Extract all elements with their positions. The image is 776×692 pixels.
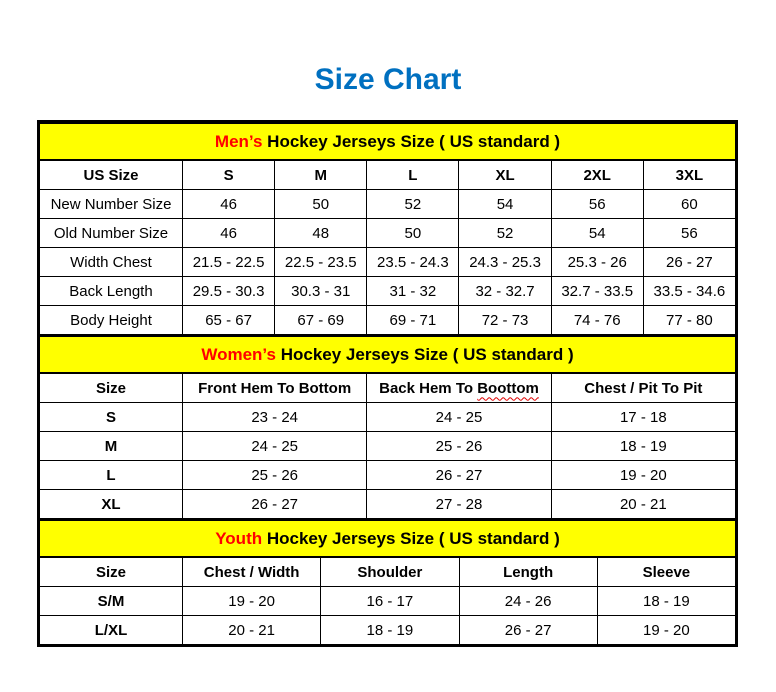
value-cell: 19 - 20 xyxy=(183,587,321,616)
column-header-cell: Chest / Width xyxy=(183,557,321,587)
youth-section-band-row xyxy=(40,520,736,557)
value-cell: 52 xyxy=(459,219,551,248)
value-cell: 32.7 - 33.5 xyxy=(551,277,643,306)
table-row xyxy=(40,432,736,461)
value-cell: 25 - 26 xyxy=(183,461,367,490)
table-row xyxy=(40,306,736,335)
value-cell: 25.3 - 26 xyxy=(551,248,643,277)
row-label-cell: Width Chest xyxy=(40,248,183,277)
value-cell: 29.5 - 30.3 xyxy=(183,277,275,306)
value-cell: 69 - 71 xyxy=(367,306,459,335)
value-cell: 26 - 27 xyxy=(183,490,367,519)
womens-section-band-row xyxy=(40,336,736,373)
column-header-cell: Front Hem To Bottom xyxy=(183,373,367,403)
value-cell: 24.3 - 25.3 xyxy=(459,248,551,277)
value-cell: 54 xyxy=(551,219,643,248)
column-header-cell: XL xyxy=(459,160,551,190)
value-cell: 26 - 27 xyxy=(459,616,597,645)
row-label-cell: Body Height xyxy=(40,306,183,335)
row-label-cell: XL xyxy=(40,490,183,519)
value-cell: 65 - 67 xyxy=(183,306,275,335)
table-row xyxy=(40,616,736,645)
womens-column-header-row xyxy=(40,373,736,403)
column-header-cell: Shoulder xyxy=(321,557,459,587)
value-cell: 20 - 21 xyxy=(183,616,321,645)
value-cell: 48 xyxy=(275,219,367,248)
mens-section-accent: Men’s xyxy=(214,131,263,151)
value-cell: 46 xyxy=(183,219,275,248)
value-cell: 25 - 26 xyxy=(367,432,551,461)
value-cell: 24 - 25 xyxy=(367,403,551,432)
back-hem-label-prefix: Back Hem To xyxy=(379,379,478,397)
column-header-cell: US Size xyxy=(40,160,183,190)
value-cell: 19 - 20 xyxy=(597,616,735,645)
value-cell: 74 - 76 xyxy=(551,306,643,335)
value-cell: 32 - 32.7 xyxy=(459,277,551,306)
page-title: Size Chart xyxy=(314,63,462,96)
column-header-cell: M xyxy=(275,160,367,190)
column-header-cell: Sleeve xyxy=(597,557,735,587)
row-label-cell: Back Length xyxy=(40,277,183,306)
row-label-cell: S xyxy=(40,403,183,432)
table-row xyxy=(40,490,736,519)
table-row xyxy=(40,461,736,490)
youth-size-table xyxy=(39,519,736,645)
youth-section-band xyxy=(40,520,736,557)
table-row xyxy=(40,277,736,306)
value-cell: 46 xyxy=(183,190,275,219)
row-label-cell: L/XL xyxy=(40,616,183,645)
row-label-cell: Old Number Size xyxy=(40,219,183,248)
youth-section-title-rest: Hockey Jerseys Size ( US standard ) xyxy=(262,528,560,548)
womens-section-band xyxy=(40,336,736,373)
size-chart-tables xyxy=(37,120,738,647)
value-cell: 23.5 - 24.3 xyxy=(367,248,459,277)
value-cell: 24 - 26 xyxy=(459,587,597,616)
mens-section-band-row xyxy=(40,123,736,160)
column-header-cell: Size xyxy=(40,373,183,403)
value-cell: 56 xyxy=(551,190,643,219)
row-label-cell: S/M xyxy=(40,587,183,616)
value-cell: 19 - 20 xyxy=(551,461,735,490)
mens-section-band xyxy=(40,123,736,160)
row-label-cell: L xyxy=(40,461,183,490)
value-cell: 16 - 17 xyxy=(321,587,459,616)
mens-size-table xyxy=(39,122,736,335)
row-label-cell: New Number Size xyxy=(40,190,183,219)
value-cell: 60 xyxy=(643,190,735,219)
value-cell: 21.5 - 22.5 xyxy=(183,248,275,277)
misspelled-word-squiggle: Boottom xyxy=(477,379,539,397)
column-header-cell: 3XL xyxy=(643,160,735,190)
column-header-cell: Length xyxy=(459,557,597,587)
value-cell: 26 - 27 xyxy=(367,461,551,490)
value-cell: 22.5 - 23.5 xyxy=(275,248,367,277)
mens-column-header-row xyxy=(40,160,736,190)
value-cell: 17 - 18 xyxy=(551,403,735,432)
value-cell: 23 - 24 xyxy=(183,403,367,432)
table-row xyxy=(40,248,736,277)
value-cell: 56 xyxy=(643,219,735,248)
value-cell: 20 - 21 xyxy=(551,490,735,519)
value-cell: 30.3 - 31 xyxy=(275,277,367,306)
mens-section-title-rest: Hockey Jerseys Size ( US standard ) xyxy=(262,131,561,151)
column-header-cell: S xyxy=(183,160,275,190)
value-cell: 54 xyxy=(459,190,551,219)
value-cell: 31 - 32 xyxy=(367,277,459,306)
column-header-cell: L xyxy=(367,160,459,190)
womens-section-title-rest: Hockey Jerseys Size ( US standard ) xyxy=(275,344,574,364)
value-cell: 18 - 19 xyxy=(551,432,735,461)
womens-section-accent: Women’s xyxy=(201,344,276,364)
value-cell: 33.5 - 34.6 xyxy=(643,277,735,306)
table-row xyxy=(40,190,736,219)
value-cell: 26 - 27 xyxy=(643,248,735,277)
value-cell: 50 xyxy=(367,219,459,248)
value-cell: 18 - 19 xyxy=(597,587,735,616)
row-label-cell: M xyxy=(40,432,183,461)
value-cell: 27 - 28 xyxy=(367,490,551,519)
youth-section-accent: Youth xyxy=(215,528,263,548)
value-cell: 24 - 25 xyxy=(183,432,367,461)
column-header-cell: Size xyxy=(40,557,183,587)
table-row xyxy=(40,587,736,616)
value-cell: 50 xyxy=(275,190,367,219)
column-header-cell: 2XL xyxy=(551,160,643,190)
column-header-cell-with-typo xyxy=(367,373,551,403)
column-header-cell: Chest / Pit To Pit xyxy=(551,373,735,403)
womens-size-table xyxy=(39,335,736,519)
value-cell: 72 - 73 xyxy=(459,306,551,335)
value-cell: 77 - 80 xyxy=(643,306,735,335)
value-cell: 67 - 69 xyxy=(275,306,367,335)
table-row xyxy=(40,403,736,432)
youth-column-header-row xyxy=(40,557,736,587)
value-cell: 18 - 19 xyxy=(321,616,459,645)
table-row xyxy=(40,219,736,248)
value-cell: 52 xyxy=(367,190,459,219)
